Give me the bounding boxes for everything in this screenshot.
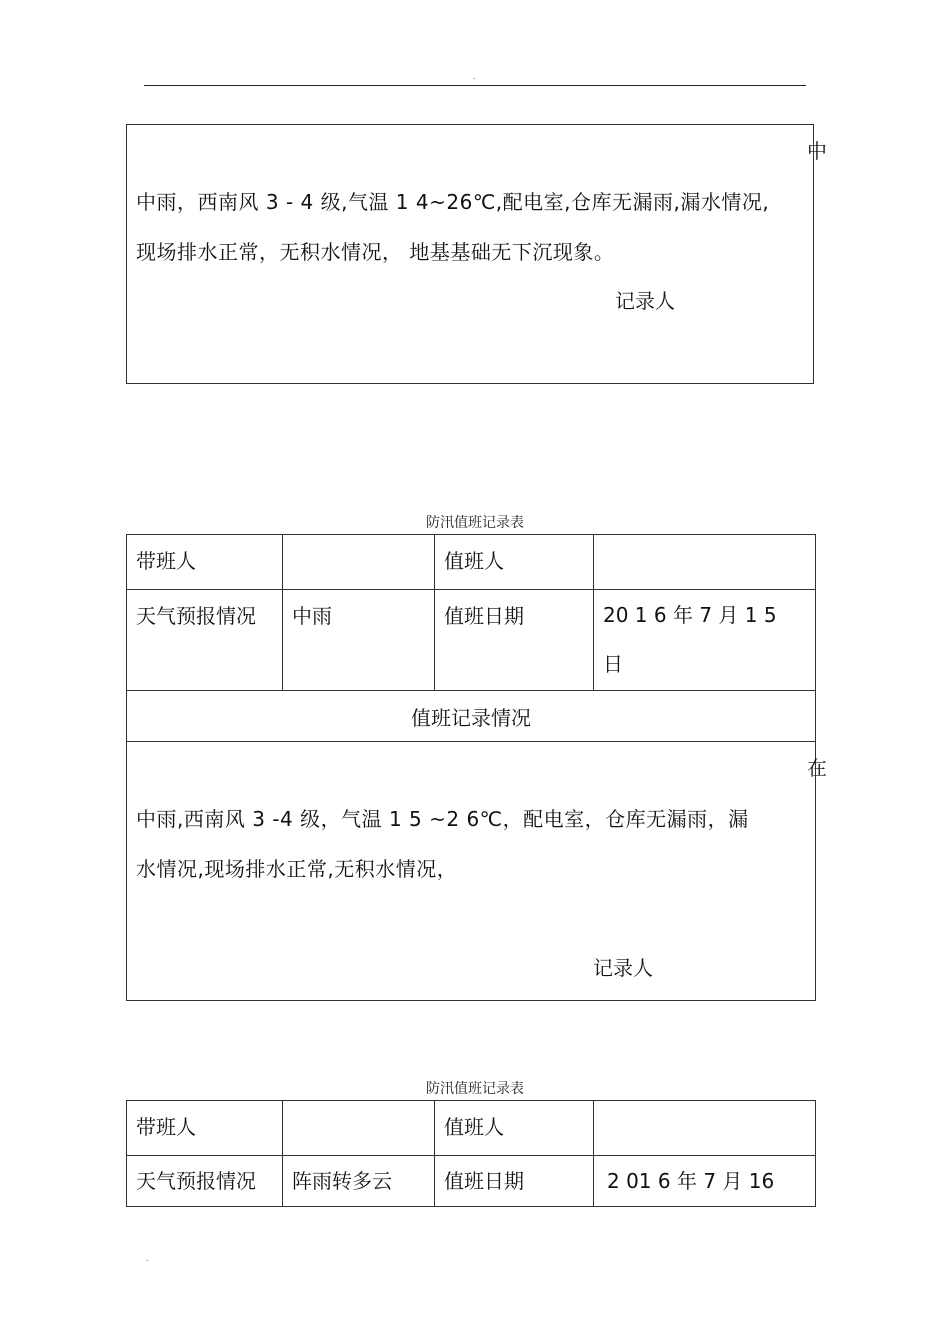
date-value — [594, 590, 816, 691]
duty-label: 值班人 — [435, 535, 594, 590]
table-row — [127, 742, 816, 1001]
leader-label: 带班人 — [127, 535, 283, 590]
record-signer-label: 记录人 — [615, 289, 675, 313]
date-value-line-1: 20 1 6 年 7 月 1 5 — [603, 603, 777, 627]
table-row — [127, 1156, 816, 1207]
date-label: 值班日期 — [435, 1156, 594, 1207]
record-line-2: 现场排水正常，无积水情况， 地基基础无下沉现象。 — [136, 240, 615, 264]
record-line-2: 水情况,现场排水正常,无积水情况， — [136, 857, 458, 881]
weather-value: 中雨 — [283, 590, 435, 691]
duty-label: 值班人 — [435, 1101, 594, 1156]
leader-value — [283, 1101, 435, 1156]
table-1-title: 防汛值班记录表 — [426, 515, 524, 531]
date-value: 2 01 6 年 7 月 16 — [594, 1156, 816, 1207]
leader-label: 带班人 — [127, 1101, 283, 1156]
record-signer-label: 记录人 — [593, 956, 653, 980]
table-row — [127, 691, 816, 742]
date-value-line-2: 日 — [603, 652, 623, 676]
record-float-char: 在 — [807, 756, 827, 780]
record-line-1: 中雨,西南风 3 -4 级，气温 1 5 ~2 6℃，配电室，仓库无漏雨，漏 — [136, 807, 749, 831]
weather-value: 阵雨转多云 — [283, 1156, 435, 1207]
header-dot: . — [473, 72, 476, 81]
weather-label: 天气预报情况 — [127, 590, 283, 691]
table-2-title: 防汛值班记录表 — [426, 1081, 524, 1097]
footer-dot: . — [146, 1254, 149, 1263]
duty-value — [594, 535, 816, 590]
leader-value — [283, 535, 435, 590]
date-label: 值班日期 — [435, 590, 594, 691]
duty-table-1 — [126, 534, 827, 1001]
table-row — [127, 590, 816, 691]
record-float-char: 中 — [807, 139, 827, 163]
table-row — [127, 535, 816, 590]
table-row — [127, 1101, 816, 1156]
record-header: 值班记录情况 — [127, 691, 816, 742]
weather-label: 天气预报情况 — [127, 1156, 283, 1207]
duty-value — [594, 1101, 816, 1156]
record-body — [127, 742, 827, 1001]
record-line-1: 中雨，西南风 3 - 4 级,气温 1 4~26℃,配电室,仓库无漏雨,漏水情况, — [136, 190, 770, 214]
record-box-1 — [126, 124, 827, 384]
duty-table-2 — [126, 1100, 816, 1207]
header-rule — [144, 85, 806, 86]
